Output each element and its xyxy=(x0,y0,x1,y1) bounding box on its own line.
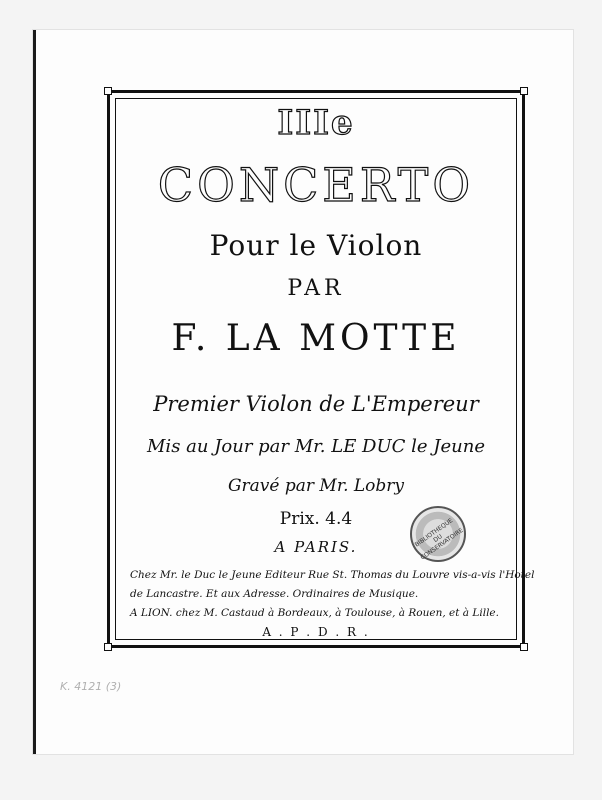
price: Prix. 4.4 xyxy=(279,509,353,529)
frame-corner-ornament xyxy=(104,643,112,651)
publisher-line: Mis au Jour par Mr. LE DUC le Jeune xyxy=(147,436,485,457)
frame-corner-ornament xyxy=(520,643,528,651)
address-line-3: A LION. chez M. Castaud à Bordeaux, à Toulouse, à Rouen, et à Lille. xyxy=(130,607,499,619)
city: A PARIS. xyxy=(274,538,358,556)
composer-role: Premier Violon de L'Empereur xyxy=(153,392,479,416)
engraver-line: Gravé par Mr. Lobry xyxy=(227,476,405,496)
frame-corner-ornament xyxy=(104,87,112,95)
main-title: CONCERTO xyxy=(157,158,475,212)
catalog-mark: K. 4121 (3) xyxy=(60,680,122,693)
library-stamp xyxy=(410,506,466,562)
privilege-mark: A . P . D . R . xyxy=(262,625,370,639)
frame-corner-ornament xyxy=(520,87,528,95)
stamp-text: BIBLIOTHEQUE DU CONSERVATOIRE xyxy=(413,517,465,562)
address-line-2: de Lancastre. Et aux Adresse. Ordinaires de Musique. xyxy=(130,588,419,600)
par-label: PAR xyxy=(287,276,345,301)
binding-edge xyxy=(33,30,36,754)
subtitle: Pour le Violon xyxy=(209,229,423,262)
address-line-1: Chez Mr. le Duc le Jeune Editeur Rue St. Thomas du Louvre vis-a-vis l'Hotel xyxy=(130,569,535,581)
concerto-number: IIIe xyxy=(277,103,355,143)
composer-name: F. LA MOTTE xyxy=(171,318,461,359)
